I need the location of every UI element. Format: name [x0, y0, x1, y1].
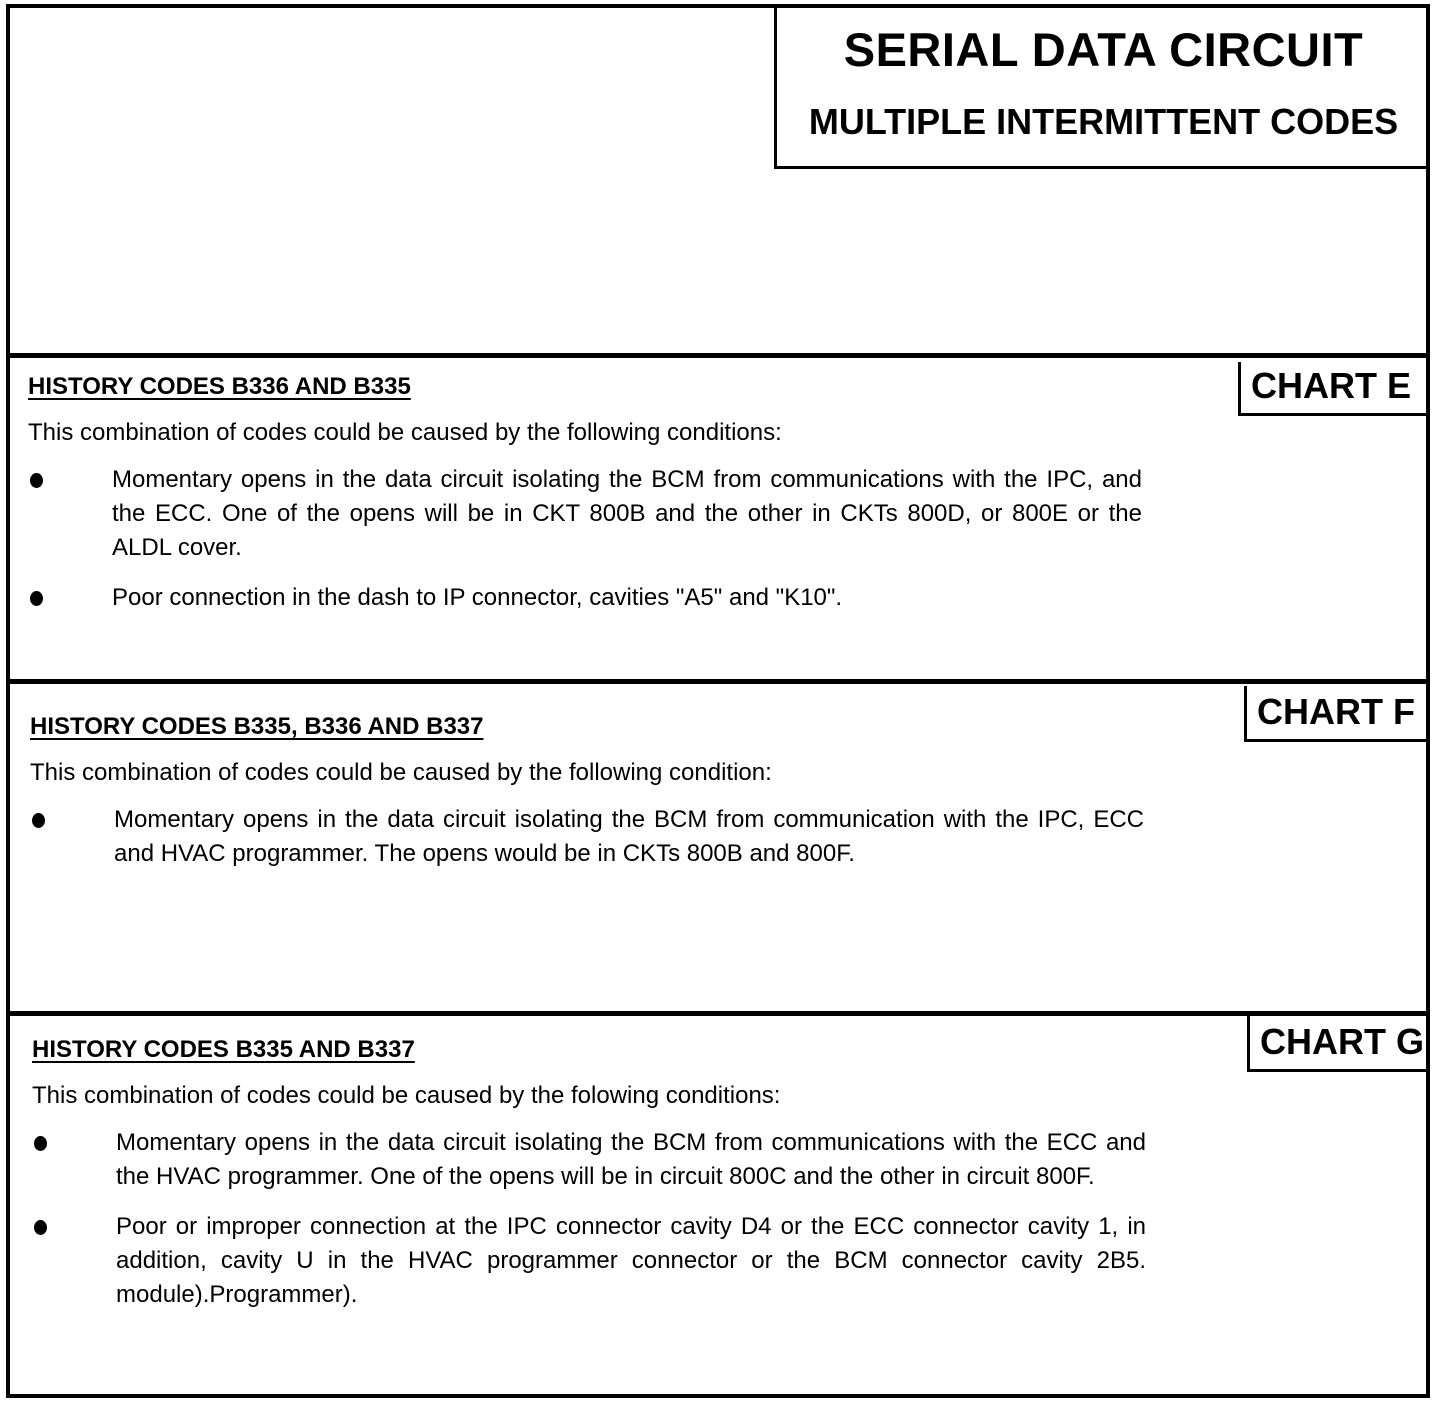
- section-intro: This combination of codes could be caused by the folowing conditions:: [32, 1082, 781, 1109]
- bullet-item: [30, 803, 1144, 871]
- section-heading: HISTORY CODES B335, B336 AND B337: [30, 713, 484, 740]
- bullet-dot-icon: [34, 1136, 47, 1151]
- page-subtitle: MULTIPLE INTERMITTENT CODES: [808, 101, 1399, 142]
- bullet-text: Poor or improper connection at the IPC connector cavity D4 or the ECC connector cavity 1, in addition, cavity U in the HVAC programmer connector or the BCM connector cavity 2B5. module).Programmer).: [116, 1213, 1146, 1308]
- bullet-text: Momentary opens in the data circuit isolating the BCM from communications with the IPC, and the ECC. One of the opens will be in CKT 800B and the other in CKTs 800D, or 800E or the ALDL cover.: [112, 466, 1142, 561]
- bullet-item: [28, 463, 1142, 565]
- chart-f-label: CHART F: [1244, 686, 1430, 742]
- bullet-item: [28, 581, 1142, 615]
- section-heading: HISTORY CODES B335 AND B337: [32, 1036, 415, 1063]
- section-intro: This combination of codes could be caused by the following conditions:: [28, 419, 782, 446]
- section-heading: HISTORY CODES B336 AND B335: [28, 373, 411, 400]
- bullet-dot-icon: [30, 591, 43, 606]
- bullet-dot-icon: [32, 813, 45, 828]
- section-divider-1: [6, 353, 1430, 358]
- section-divider-3: [6, 1011, 1430, 1016]
- bullet-item: [32, 1126, 1146, 1194]
- section-chart-f: [30, 713, 1190, 871]
- title-box: [774, 4, 1430, 169]
- bullet-item: [32, 1210, 1146, 1312]
- section-intro: This combination of codes could be caused by the following condition:: [30, 759, 772, 786]
- chart-e-label: CHART E: [1238, 362, 1430, 416]
- bullet-dot-icon: [34, 1220, 47, 1235]
- chart-g-label: CHART G: [1247, 1016, 1430, 1072]
- section-chart-e: [28, 373, 1188, 615]
- section-divider-2: [6, 679, 1430, 684]
- bullet-text: Poor connection in the dash to IP connector, cavities "A5" and "K10".: [112, 584, 843, 611]
- section-chart-g: [32, 1036, 1192, 1312]
- bullet-text: Momentary opens in the data circuit isolating the BCM from communications with the ECC and the HVAC programmer. One of the opens will be in circuit 800C and the other in circuit 800F.: [116, 1129, 1146, 1190]
- bullet-dot-icon: [30, 473, 43, 488]
- page-title: SERIAL DATA CIRCUIT: [843, 23, 1364, 76]
- bullet-text: Momentary opens in the data circuit isolating the BCM from communication with the IPC, ECC and HVAC programmer. The opens would be in CKTs 800B and 800F.: [114, 806, 1144, 867]
